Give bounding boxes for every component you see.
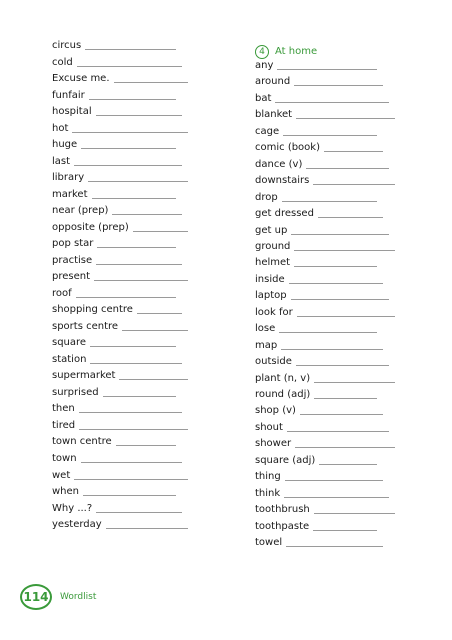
wordlist-entry (255, 307, 395, 319)
writing-line (291, 234, 389, 235)
word: comic (book) (255, 142, 320, 154)
wordlist-entry (255, 356, 389, 368)
word: get dressed (255, 208, 314, 220)
writing-line (306, 168, 389, 169)
writing-line (79, 429, 188, 430)
writing-line (324, 151, 383, 152)
writing-line (106, 528, 188, 529)
word: town centre (52, 436, 112, 448)
wordlist-entry (52, 436, 176, 448)
wordlist-entry (255, 274, 383, 286)
wordlist-entry (255, 373, 395, 385)
word: hospital (52, 106, 92, 118)
word: market (52, 188, 88, 200)
writing-line (294, 85, 383, 86)
wordlist-entry (52, 123, 188, 135)
wordlist-entry (52, 238, 176, 250)
writing-line (85, 49, 176, 50)
wordlist-entry (255, 455, 377, 467)
wordlist-entry (255, 241, 395, 253)
writing-line (90, 346, 176, 347)
wordlist-entry (52, 354, 182, 366)
word: cage (255, 125, 280, 137)
word: shout (255, 421, 283, 433)
writing-line (296, 118, 395, 119)
writing-line (96, 512, 182, 513)
wordlist-entry (52, 304, 182, 316)
wordlist-entry (255, 537, 383, 549)
word: supermarket (52, 370, 116, 382)
writing-line (277, 69, 377, 70)
wordlist-entry (255, 109, 395, 121)
wordlist-entry (255, 323, 377, 335)
writing-line (96, 264, 182, 265)
writing-line (112, 214, 182, 215)
unit-heading (255, 45, 317, 59)
wordlist-entry (255, 93, 389, 105)
word: thing (255, 471, 281, 483)
word: opposite (prep) (52, 221, 129, 233)
word: cold (52, 56, 73, 68)
writing-line (296, 365, 389, 366)
wordlist-entry (52, 470, 188, 482)
writing-line (116, 445, 176, 446)
word: sports centre (52, 320, 119, 332)
writing-line (300, 414, 383, 415)
word: station (52, 353, 87, 365)
word: plant (n, v) (255, 372, 311, 384)
wordlist-entry (52, 271, 188, 283)
wordlist-entry (255, 76, 383, 88)
writing-line (286, 546, 383, 547)
wordlist-entry (52, 73, 188, 85)
wordlist-entry (52, 90, 176, 102)
wordlist-entry (255, 471, 383, 483)
word: present (52, 271, 91, 283)
word: pop star (52, 238, 94, 250)
word: surprised (52, 386, 99, 398)
writing-line (90, 363, 182, 364)
word: outside (255, 356, 292, 368)
writing-line (137, 313, 182, 314)
writing-line (114, 82, 188, 83)
writing-line (77, 66, 182, 67)
word: tired (52, 419, 76, 431)
word: circus (52, 40, 82, 51)
wordlist-entry (52, 420, 188, 432)
writing-line (294, 250, 395, 251)
writing-line (281, 349, 383, 350)
wordlist-entry (52, 205, 182, 217)
word: get up (255, 224, 288, 236)
wordlist-entry (255, 488, 389, 500)
wordlist-entry (52, 387, 176, 399)
word: toothpaste (255, 520, 310, 532)
writing-line (319, 464, 377, 465)
unit-number-badge: 4 (255, 45, 269, 59)
writing-line (282, 201, 377, 202)
wordlist-entry (255, 192, 377, 204)
word: think (255, 487, 281, 499)
word: map (255, 339, 278, 351)
writing-line (74, 479, 188, 480)
wordlist-entry (255, 438, 395, 450)
writing-line (81, 148, 176, 149)
writing-line (79, 412, 182, 413)
word: any (255, 60, 274, 71)
wordlist-entry (255, 504, 395, 516)
wordlist-entry (52, 288, 176, 300)
word: downstairs (255, 175, 310, 187)
word: library (52, 172, 85, 184)
word: lose (255, 323, 276, 335)
writing-line (103, 396, 176, 397)
writing-line (83, 495, 176, 496)
wordlist-entry (52, 486, 176, 498)
word: round (adj) (255, 389, 311, 400)
word: toothbrush (255, 504, 310, 516)
wordlist-entry (52, 106, 182, 118)
word: dance (v) (255, 158, 303, 170)
word: funfair (52, 89, 85, 101)
wordlist-entry (255, 405, 383, 417)
wordlist-entry (255, 126, 377, 138)
word: drop (255, 191, 278, 203)
writing-line (76, 297, 176, 298)
word: square (adj) (255, 454, 316, 466)
word: huge (52, 139, 78, 151)
writing-line (81, 462, 182, 463)
wordlist-entry (255, 159, 389, 171)
writing-line (88, 181, 188, 182)
writing-line (89, 99, 176, 100)
writing-line (96, 115, 182, 116)
wordlist-entry (255, 389, 377, 401)
wordlist-entry (52, 337, 176, 349)
wordlist-entry (52, 189, 176, 201)
word: then (52, 403, 75, 415)
wordlist-entry (52, 40, 176, 52)
writing-line (275, 102, 389, 103)
writing-line (94, 280, 188, 281)
word: yesterday (52, 519, 102, 531)
word: towel (255, 537, 283, 549)
writing-line (314, 513, 395, 514)
writing-line (92, 198, 176, 199)
wordlist-entry (52, 156, 182, 168)
word: square (52, 337, 87, 349)
word: bat (255, 92, 272, 104)
wordlist-entry (52, 57, 182, 69)
wordlist-entry (52, 403, 182, 415)
wordlist-entry (52, 453, 182, 465)
word: practise (52, 254, 93, 266)
wordlist-entry (255, 142, 383, 154)
writing-line (294, 266, 377, 267)
writing-line (297, 316, 395, 317)
wordlist-entry (52, 519, 188, 531)
writing-line (122, 330, 188, 331)
footer-label: Wordlist (60, 592, 97, 602)
word: near (prep) (52, 205, 109, 217)
writing-line (285, 480, 383, 481)
word: last (52, 155, 71, 167)
word: laptop (255, 290, 287, 302)
word: shower (255, 438, 292, 450)
wordlist-entry (52, 255, 182, 267)
wordlist-entry (255, 340, 383, 352)
word: blanket (255, 109, 293, 121)
wordlist-entry (255, 225, 389, 237)
word: shop (v) (255, 405, 296, 417)
word: roof (52, 287, 72, 299)
page-footer (20, 584, 96, 610)
writing-line (119, 379, 188, 380)
wordlist-entry (52, 172, 188, 184)
writing-line (287, 431, 389, 432)
word: Why ...? (52, 502, 93, 514)
writing-line (313, 184, 395, 185)
wordlist-entry (255, 208, 383, 220)
writing-line (313, 530, 377, 531)
word: helmet (255, 257, 291, 269)
writing-line (284, 497, 389, 498)
wordlist-entry (255, 175, 395, 187)
writing-line (318, 217, 383, 218)
writing-line (97, 247, 176, 248)
writing-line (74, 165, 182, 166)
writing-line (72, 132, 188, 133)
word: ground (255, 240, 291, 252)
word: around (255, 76, 291, 88)
word: Excuse me. (52, 73, 110, 85)
writing-line (279, 332, 377, 333)
wordlist-entry (52, 139, 176, 151)
unit-title: At home (275, 46, 318, 57)
writing-line (283, 135, 377, 136)
wordlist-entry (52, 321, 188, 333)
writing-line (291, 299, 389, 300)
writing-line (289, 283, 383, 284)
writing-line (314, 382, 395, 383)
wordlist-entry (52, 370, 188, 382)
word: look for (255, 306, 293, 318)
word: inside (255, 273, 285, 285)
word: hot (52, 122, 69, 134)
wordlist-entry (255, 521, 377, 533)
wordlist-entry (255, 290, 389, 302)
word: town (52, 453, 77, 464)
wordlist-entry (52, 222, 188, 234)
word: when (52, 486, 80, 498)
wordlist-entry (255, 422, 389, 434)
writing-line (133, 231, 188, 232)
page-number: 114 (20, 584, 52, 610)
wordlist-entry (255, 257, 377, 269)
writing-line (314, 398, 377, 399)
word: wet (52, 469, 71, 481)
wordlist-entry (52, 503, 182, 515)
word: shopping centre (52, 304, 133, 316)
wordlist-entry (255, 60, 377, 72)
writing-line (295, 447, 395, 448)
